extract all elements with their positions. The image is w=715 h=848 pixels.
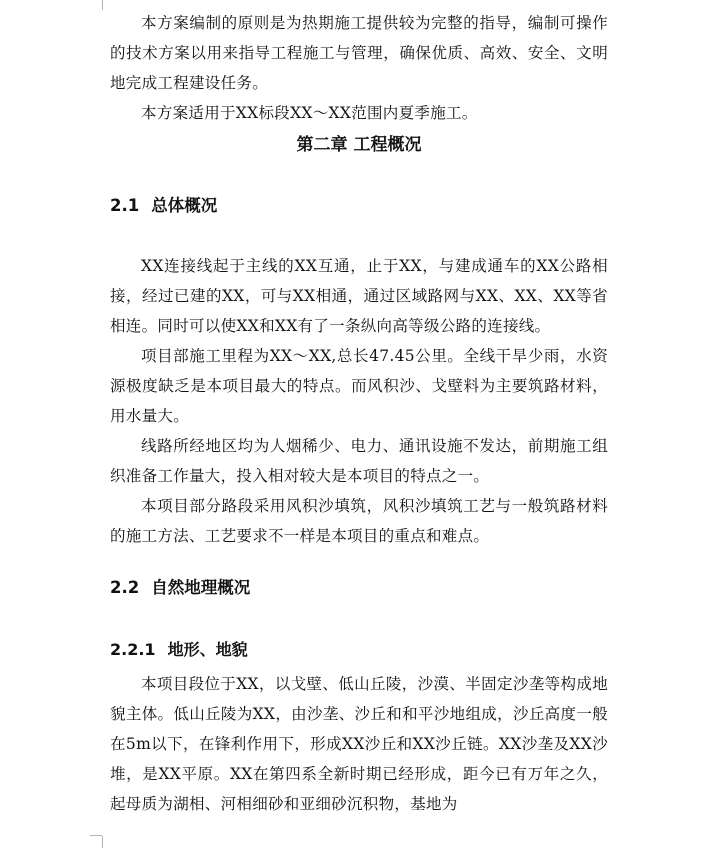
subsection-title: 地形、地貌 (167, 640, 248, 659)
section-heading (110, 573, 608, 603)
page-corner-mark (90, 835, 102, 836)
chapter-heading: 第二章 工程概况 (296, 135, 422, 155)
section-heading (110, 191, 608, 221)
document-body (110, 8, 608, 819)
paragraph: 本方案编制的原则是为热期施工提供较为完整的指导，编制可操作的技术方案以用来指导工程施工与管理，确保优质、高效、安全、文明地完成工程建设任务。 (110, 14, 608, 92)
section-number: 2.1 (110, 196, 140, 215)
paragraph: 本项目部分路段采用风积沙填筑，风积沙填筑工艺与一般筑路材料的施工方法、工艺要求不一样是本项目的重点和难点。 (110, 497, 608, 545)
paragraph: 项目部施工里程为XX～XX,总长47.45公里。全线干旱少雨，水资源极度缺乏是本项目最大的特点。而风积沙、戈壁料为主要筑路材料，用水量大。 (110, 347, 608, 425)
page-corner-mark (90, 0, 103, 10)
section-title: 总体概况 (151, 196, 218, 215)
subsection-number: 2.2.1 (110, 640, 156, 659)
section-title: 自然地理概况 (151, 578, 251, 597)
section-number: 2.2 (110, 578, 140, 597)
paragraph: 线路所经地区均为人烟稀少、电力、通讯设施不发达，前期施工组织准备工作量大，投入相对较大是本项目的特点之一。 (110, 437, 608, 485)
paragraph: XX连接线起于主线的XX互通，止于XX，与建成通车的XX公路相接，经过已建的XX，可与XX相通，通过区域路网与XX、XX、XX等省相连。同时可以使XX和XX有了一条纵向高等级公路的连接线。 (110, 257, 608, 335)
page-corner-mark (90, 836, 103, 848)
paragraph: 本项目段位于XX，以戈壁、低山丘陵，沙漠、半固定沙垄等构成地貌主体。低山丘陵为XX，由沙垄、沙丘和和平沙地组成，沙丘高度一般在5m以下，在锋利作用下，形成XX沙丘和XX沙丘链。XX沙垄及XX沙堆，是XX平原。XX在第四系全新时期已经形成，距今已有万年之久，起母质为湖相、河相细砂和亚细砂沉积物，基地为 (110, 675, 608, 813)
subsection-heading (110, 635, 608, 665)
paragraph: 本方案适用于XX标段XX～XX范围内夏季施工。 (141, 104, 478, 122)
